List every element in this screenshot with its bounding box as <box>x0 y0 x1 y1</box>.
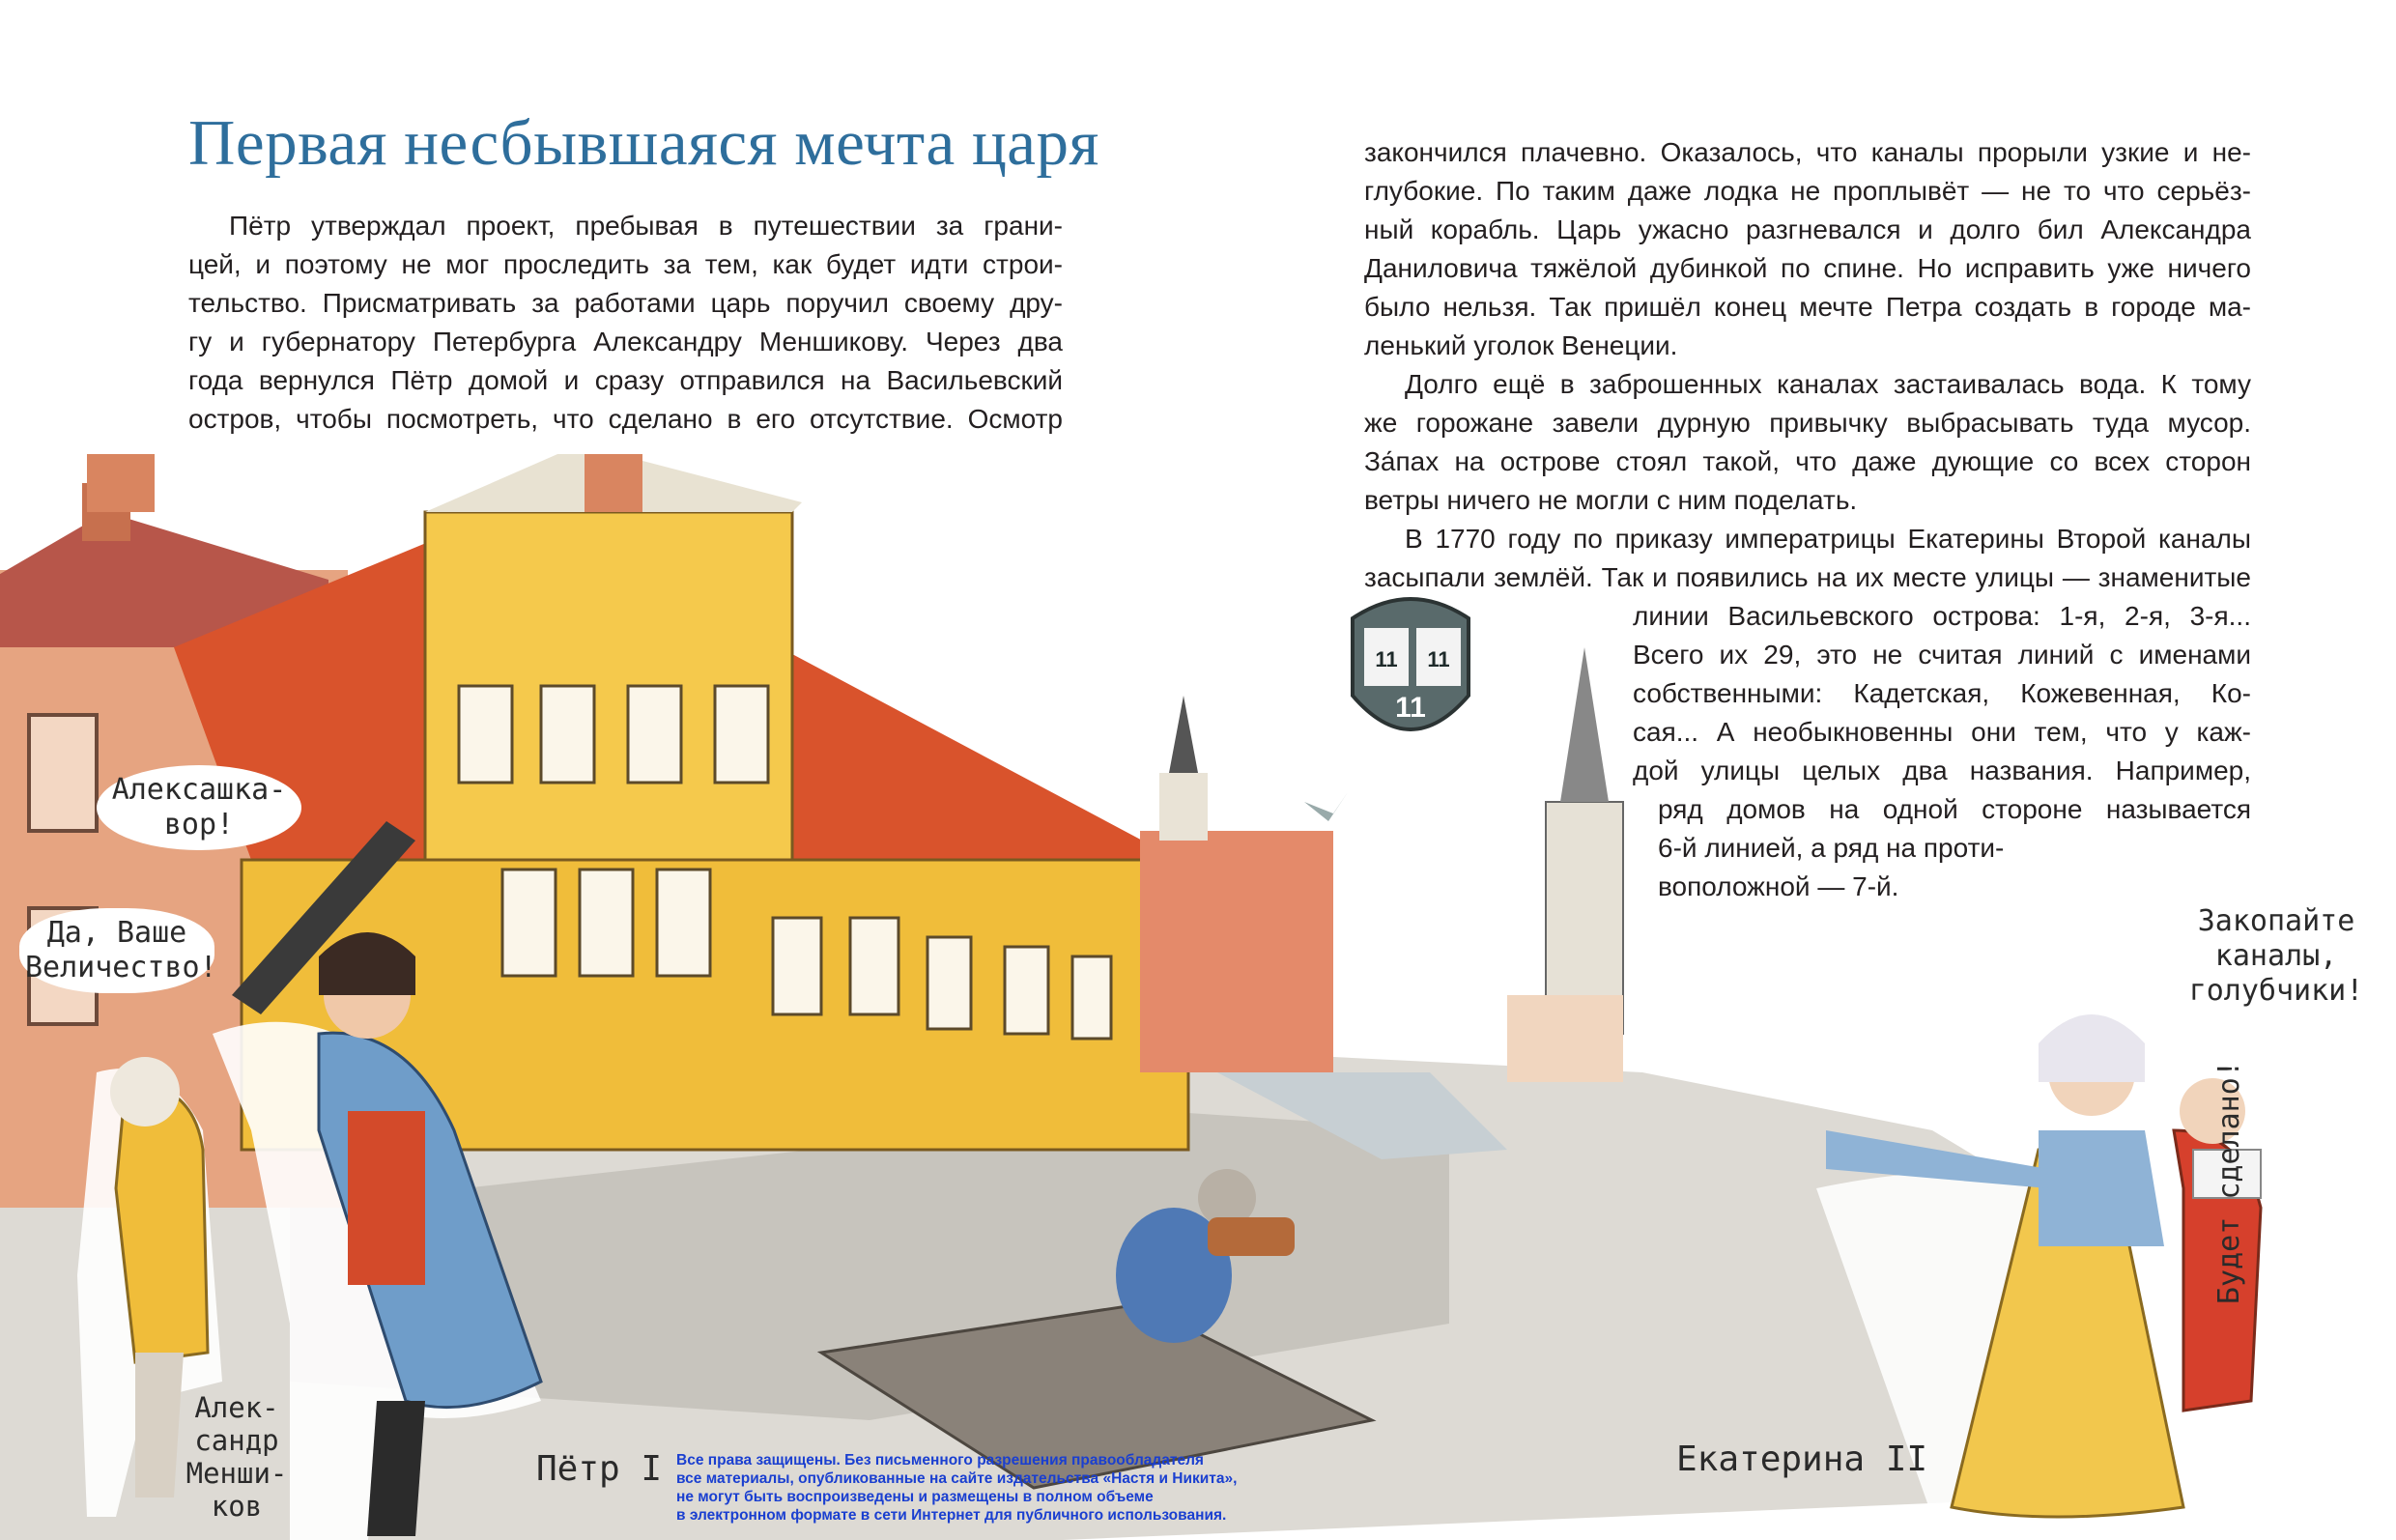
right-paragraph-1 <box>1364 133 2251 365</box>
speech-line: Алексашка- <box>111 773 287 807</box>
sign-number-left: 11 <box>1375 647 1398 671</box>
right-paragraph-3 <box>1364 520 2251 597</box>
speech-line: голубчики! <box>2188 974 2364 1008</box>
bird-icon <box>1304 792 1348 821</box>
text-line: ряд домов на одной стороне называется <box>1658 794 2251 824</box>
page-title: Первая несбывшаяся мечта царя <box>188 107 1099 179</box>
copyright-line: все материалы, опубликованные на сайте издательства «Настя и Никита», <box>676 1470 1238 1487</box>
text-line: ленький уголок Венеции. <box>1364 330 1678 360</box>
text-line: В 1770 году по приказу императрицы Екатерины Второй каналы <box>1405 524 2251 554</box>
text-line: дой улицы целых два названия. Например, <box>1633 756 2251 785</box>
text-line: засыпали землёй. Так и появились на их месте улицы — знаменитые <box>1364 562 2251 592</box>
label-line: Менши- <box>185 1457 288 1490</box>
speech-line: Закопайте <box>2197 904 2355 938</box>
speech-line: вор! <box>163 808 235 841</box>
text-line: цей, и поэтому не мог проследить за тем, как будет идти строи- <box>188 249 1063 279</box>
sign-line-label: 6-я линия В.О. <box>1355 729 1467 748</box>
label-peter: Пётр I <box>536 1449 663 1489</box>
text-line: же горожане завели дурную привычку выбрасывать туда мусор. <box>1364 408 2251 438</box>
text-line: сая... А необыкновенны они тем, что у каж- <box>1633 717 2251 747</box>
right-paragraph-3-tail <box>1658 790 2251 906</box>
text-line: линии Васильевского острова: 1-я, 2-я, 3-я... <box>1633 601 2251 631</box>
speech-line: Величество! <box>25 951 217 984</box>
speech-line: каналы, <box>2214 939 2338 973</box>
speech-bubble-peter <box>97 765 301 850</box>
label-line: сандр <box>194 1424 279 1457</box>
text-line: ветры ничего не могли с ним поделать. <box>1364 485 1858 515</box>
text-line: остров, чтобы посмотреть, что сделано в его отсутствие. Осмотр <box>188 404 1063 434</box>
text-line: года вернулся Пётр домой и сразу отправился на Васильевский <box>188 365 1063 395</box>
speech-bubble-menshikov <box>19 908 217 993</box>
label-line: Алек- <box>194 1391 279 1424</box>
speech-bubble-catherine <box>2164 898 2388 1014</box>
left-paragraph <box>188 207 1063 439</box>
text-line: За́пах на острове стоял такой, что даже дующие со всех сторон <box>1364 446 2251 476</box>
copyright-line: в электронном формате в сети Интернет для публичного использования. <box>676 1507 1227 1524</box>
copyright-notice <box>676 1451 1285 1525</box>
text-line: было нельзя. Так пришёл конец мечте Петра создать в городе ма- <box>1364 292 2251 322</box>
label-menshikov <box>169 1391 304 1523</box>
text-line: закончился плачевно. Оказалось, что каналы прорыли узкие и не- <box>1364 137 2251 167</box>
sign-number-right: 11 <box>1427 647 1450 671</box>
copyright-line: не могут быть воспроизведены и размещены в полном объеме <box>676 1489 1154 1505</box>
text-line: 6-й линией, а ряд на проти- <box>1658 833 2005 863</box>
text-line: Даниловича тяжёлой дубинкой по спине. Но исправить уже ничего <box>1364 253 2251 283</box>
text-line: ный корабль. Царь ужасно разгневался и долго бил Александра <box>1364 214 2251 244</box>
text-line: воположной — 7-й. <box>1658 871 1899 901</box>
text-line: гу и губернатору Петербурга Александру Меншикову. Через два <box>188 327 1063 356</box>
right-paragraph-2 <box>1364 365 2251 520</box>
text-line: Пётр утверждал проект, пребывая в путешествии за грани- <box>229 211 1063 241</box>
right-paragraph-3-wrap <box>1633 597 2251 790</box>
speech-boy: Будет сделано! <box>2212 1060 2246 1304</box>
text-line: собственными: Кадетская, Кожевенная, Ко- <box>1633 678 2251 708</box>
copyright-line: Все права защищены. Без письменного разрешения правообладателя <box>676 1452 1204 1469</box>
label-line: ков <box>211 1490 263 1523</box>
text-line: тельство. Присматривать за работами царь поручил своему дру- <box>188 288 1063 318</box>
text-line: Долго ещё в заброшенных каналах застаивалась вода. К тому <box>1405 369 2251 399</box>
text-line: глубокие. По таким даже лодка не проплывёт — не то что серьёз- <box>1364 176 2251 206</box>
speech-line: Да, Ваше <box>46 916 187 950</box>
text-line: Всего их 29, это не считая линий с именами <box>1633 640 2251 670</box>
label-catherine: Екатерина II <box>1676 1440 1928 1479</box>
sign-number-center: 11 <box>1395 692 1426 724</box>
street-sign <box>1353 599 1469 748</box>
